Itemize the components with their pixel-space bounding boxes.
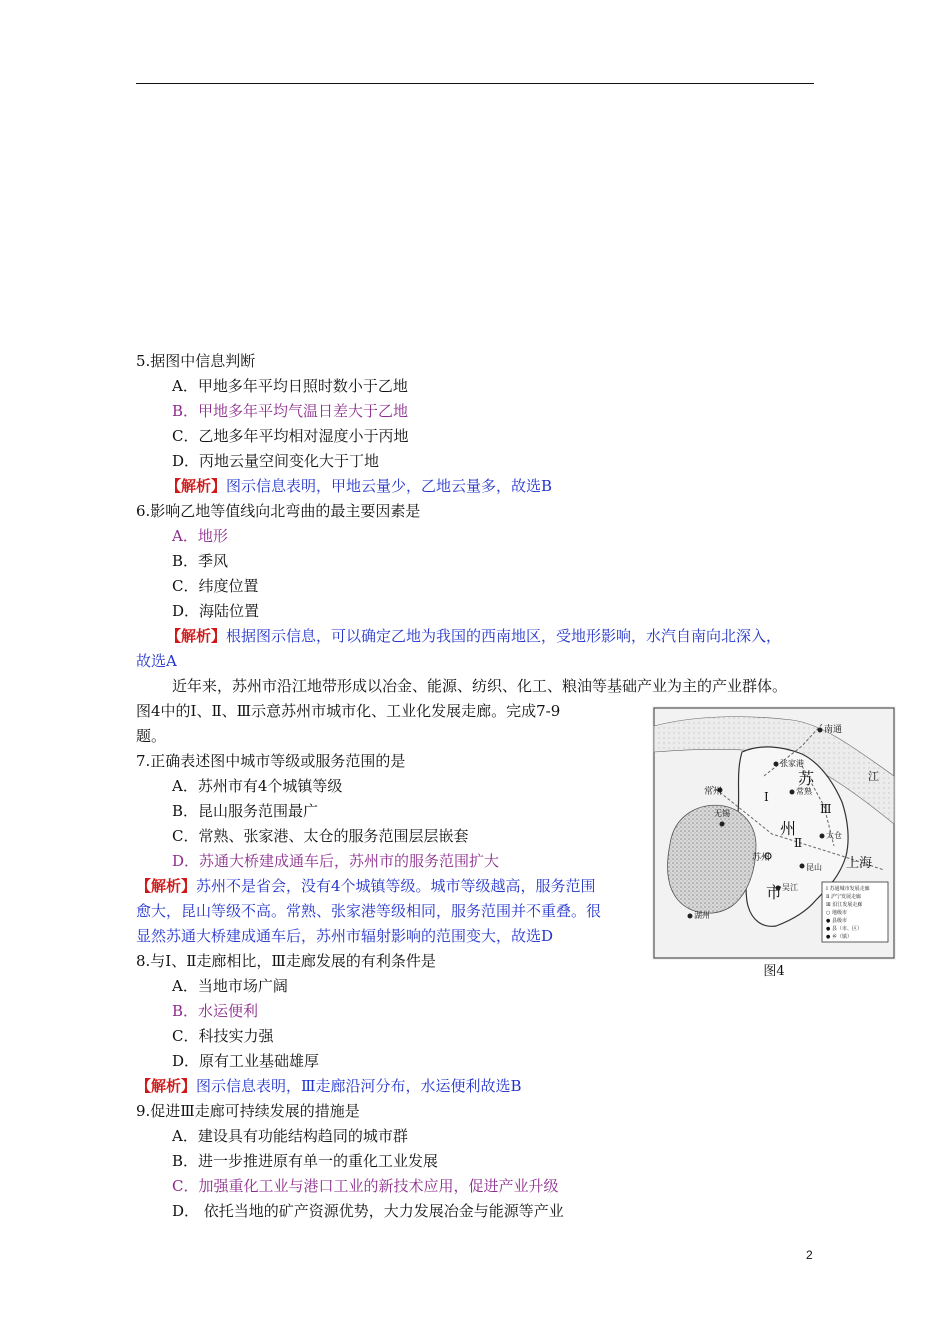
question-8-option-c: C．科技实力强: [172, 1027, 274, 1045]
map-label-su: 苏: [798, 769, 815, 788]
legend-item: Ⅰ 苏通城市发展走廊: [826, 886, 870, 892]
page-number: 2: [806, 1248, 813, 1262]
question-6-option-c: C．纬度位置: [172, 577, 259, 595]
question-5-option-b-answer: B．甲地多年平均气温日差大于乙地: [172, 402, 409, 420]
question-8-option-a: A．当地市场广阔: [172, 977, 288, 995]
question-9-option-a: A．建设具有功能结构趋同的城市群: [172, 1127, 408, 1145]
question-5-option-c: C．乙地多年平均相对湿度小于丙地: [172, 427, 409, 445]
legend-item: ● 县级市: [826, 918, 847, 924]
question-9-option-b: B．进一步推进原有单一的重化工业发展: [172, 1152, 439, 1170]
intro-line-3: 题。: [136, 727, 167, 745]
analysis-text: 图示信息表明，Ⅲ走廊沿河分布，水运便利故选B: [196, 1077, 522, 1095]
map-label-nantong: 南通: [824, 725, 843, 735]
question-6-analysis: [166, 625, 781, 647]
map-label-corridor-2: Ⅱ: [794, 836, 803, 850]
question-7-option-c: C．常熟、张家港、太仓的服务范围层层嵌套: [172, 827, 469, 845]
map-label-wujiang: 吴江: [782, 883, 798, 892]
intro-line-2: 图4中的Ⅰ、Ⅱ、Ⅲ示意苏州市城市化、工业化发展走廊。完成7-9: [136, 702, 561, 720]
question-7-analysis-cont-1: 愈大，昆山等级不高。常熟、张家港等级相同，服务范围并不重叠。很: [136, 902, 602, 920]
intro-line-1: 近年来，苏州市沿江地带形成以冶金、能源、纺织、化工、粮油等基础产业为主的产业群体。: [172, 677, 788, 695]
map-legend: [826, 885, 870, 941]
question-9-option-c-answer: C．加强重化工业与港口工业的新技术应用，促进产业升级: [172, 1177, 559, 1195]
question-6-analysis-cont: 故选A: [136, 652, 177, 670]
question-7-analysis: [136, 875, 596, 897]
map-label-kunshan: 昆山: [806, 863, 822, 872]
map-label-jiang: 江: [868, 770, 879, 783]
map-label-zhou: 州: [780, 819, 797, 838]
question-9-option-d: D． 依托当地的矿产资源优势，大力发展冶金与能源等产业: [172, 1202, 564, 1220]
header-rule: [136, 83, 814, 84]
legend-item: ● 乡（镇）: [826, 934, 852, 940]
question-9-stem: 9.促进Ⅲ走廊可持续发展的措施是: [136, 1102, 360, 1120]
map-label-shanghai: 上海: [846, 856, 873, 871]
map-label-changshu: 常熟: [796, 787, 812, 796]
question-6-stem: 6.影响乙地等值线向北弯曲的最主要因素是: [136, 502, 421, 520]
analysis-text: 图示信息表明，甲地云量少，乙地云量多，故选B: [226, 477, 553, 495]
question-5-analysis: [166, 475, 552, 497]
question-8-analysis: [136, 1075, 522, 1097]
legend-item: ○ 地级市: [826, 910, 847, 916]
suzhou-map-figure: [652, 706, 896, 990]
question-7-stem: 7.正确表述图中城市等级或服务范围的是: [136, 752, 406, 770]
map-label-wuxi: 无锡: [714, 809, 730, 818]
analysis-tag: 【解析】: [136, 877, 197, 895]
legend-item: Ⅱ 沪宁发展走廊: [826, 894, 861, 900]
map-label-corridor-3: Ⅲ: [820, 802, 832, 816]
map-label-changzhou: 常州: [704, 787, 723, 797]
question-8-stem: 8.与Ⅰ、Ⅱ走廊相比，Ⅲ走廊发展的有利条件是: [136, 952, 436, 970]
legend-item: ● 县（市、区）: [826, 926, 862, 932]
question-8-option-d: D．原有工业基础雄厚: [172, 1052, 320, 1070]
question-6-option-b: B．季风: [172, 552, 229, 570]
legend-item: Ⅲ 沿江发展走廊: [826, 902, 863, 908]
map-label-huzhou: 湖州: [694, 911, 710, 920]
map-label-suzhou: 苏州: [752, 853, 771, 863]
analysis-text: 根据图示信息，可以确定乙地为我国的西南地区，受地形影响，水汽自南向北深入，: [226, 627, 782, 645]
map-label-shi: 市: [766, 883, 783, 902]
question-7-analysis-cont-2: 显然苏通大桥建成通车后，苏州市辐射影响的范围变大，故选D: [136, 927, 554, 945]
figure-caption: 图4: [763, 964, 785, 979]
map-label-zhangjiagang: 张家港: [780, 759, 804, 768]
question-6-option-a-answer: A．地形: [172, 527, 228, 545]
analysis-text: 苏州不是省会，没有4个城镇等级。城市等级越高，服务范围: [196, 877, 596, 895]
question-6-option-d: D．海陆位置: [172, 602, 260, 620]
analysis-tag: 【解析】: [136, 1077, 197, 1095]
question-5-stem: 5.据图中信息判断: [136, 352, 256, 370]
map-label-corridor-1: Ⅰ: [764, 790, 769, 804]
analysis-tag: 【解析】: [166, 627, 227, 645]
question-5-option-a: A．甲地多年平均日照时数小于乙地: [172, 377, 408, 395]
question-8-option-b-answer: B．水运便利: [172, 1002, 259, 1020]
map-label-taicang: 太仓: [826, 831, 842, 840]
analysis-tag: 【解析】: [166, 477, 227, 495]
question-5-option-d: D．丙地云量空间变化大于丁地: [172, 452, 380, 470]
question-7-option-a: A．苏州市有4个城镇等级: [172, 777, 343, 795]
question-7-option-b: B．昆山服务范围最广: [172, 802, 319, 820]
question-7-option-d-answer: D．苏通大桥建成通车后，苏州市的服务范围扩大: [172, 852, 500, 870]
